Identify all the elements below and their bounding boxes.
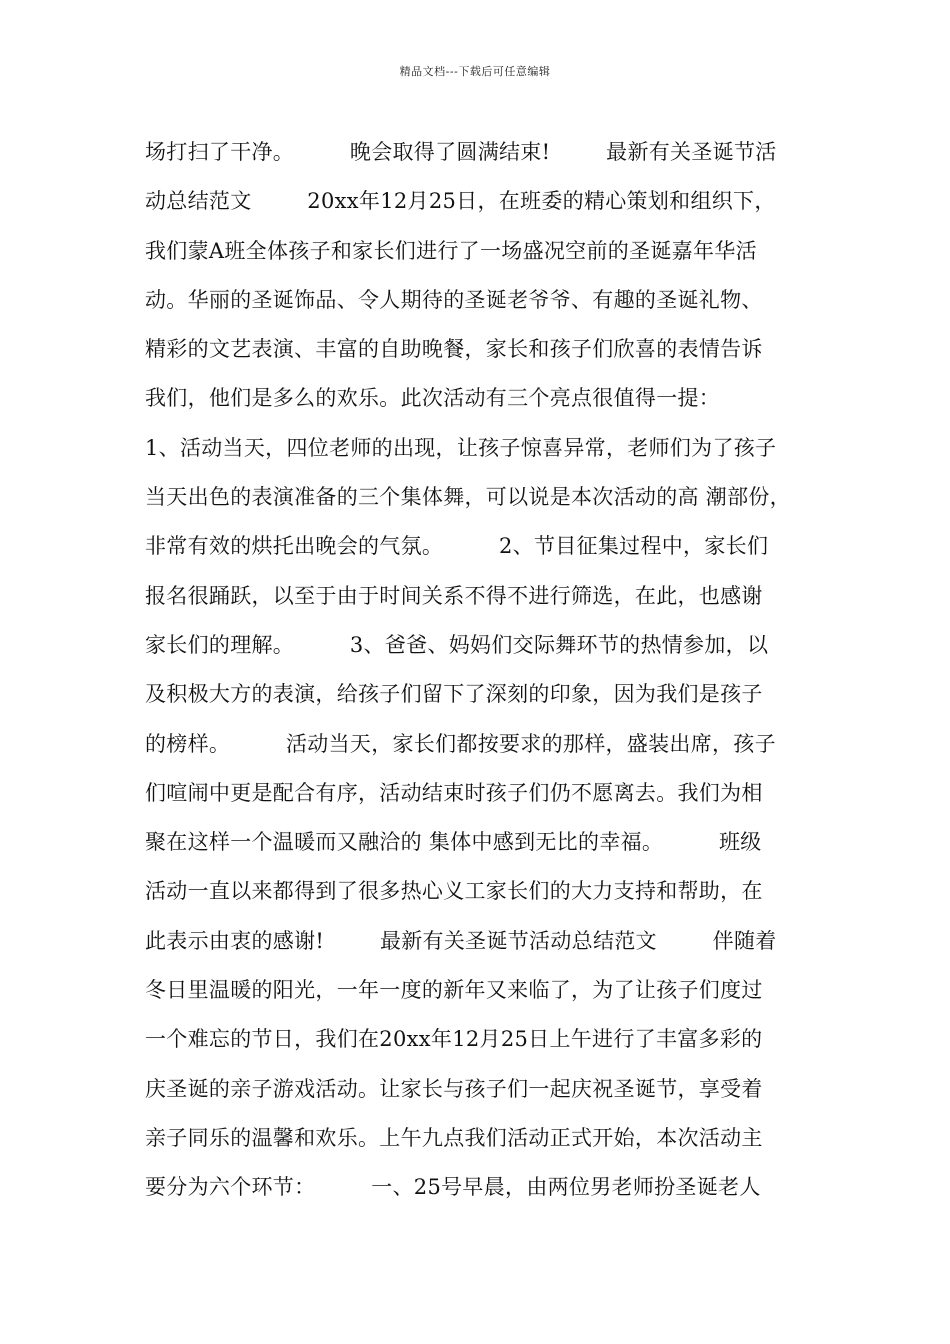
text-line: 亲子同乐的温馨和欢乐。上午九点我们活动正式开始，本次活动主 — [145, 1125, 763, 1150]
text-line: 一个难忘的节日，我们在20xx年12月25日上午进行了丰富多彩的 — [145, 1027, 763, 1052]
page-header: 精品文档---下载后可任意编辑 — [399, 65, 551, 78]
body-text — [145, 132, 835, 1217]
text-line: 动。华丽的圣诞饰品、令人期待的圣诞老爷爷、有趣的圣诞礼物、 — [145, 287, 763, 312]
text-line: 的榜样。 活动当天，家长们都按要求的那样，盛装出席，孩子 — [145, 731, 776, 756]
text-line: 聚在这样一个温暖而又融洽的 集体中感到无比的幸福。 班级 — [145, 830, 762, 855]
text-line: 及积极大方的表演，给孩子们留下了深刻的印象，因为我们是孩子 — [145, 682, 763, 707]
text-line: 场打扫了干净。 晚会取得了圆满结束! 最新有关圣诞节活 — [145, 140, 777, 164]
text-line: 非常有效的烘托出晚会的气氛。 2、节目征集过程中，家长们 — [145, 534, 769, 559]
text-line: 当天出色的表演准备的三个集体舞，可以说是本次活动的高 潮部份， — [145, 485, 791, 510]
text-line: 我们，他们是多么的欢乐。此次活动有三个亮点很值得一提： — [145, 386, 721, 411]
text-line: 家长们的理解。 3、爸爸、妈妈们交际舞环节的热情参加，以 — [145, 632, 769, 657]
text-line: 报名很踊跃，以至于由于时间关系不得不进行筛选，在此，也感谢 — [145, 583, 763, 608]
text-line: 动总结范文 20xx年12月25日，在班委的精心策划和组织下， — [145, 189, 776, 214]
text-line: 我们蒙A班全体孩子和家长们进行了一场盛况空前的圣诞嘉年华活 — [145, 238, 757, 263]
text-line: 精彩的文艺表演、丰富的自助晚餐，家长和孩子们欣喜的表情告诉 — [145, 337, 763, 362]
text-line: 活动一直以来都得到了很多热心义工家长们的大力支持和帮助，在 — [145, 879, 763, 904]
text-line: 们喧闹中更是配合有序，活动结束时孩子们仍不愿离去。我们为相 — [145, 780, 763, 805]
text-line: 冬日里温暖的阳光，一年一度的新年又来临了，为了让孩子们度过 — [145, 978, 763, 1003]
text-line: 庆圣诞的亲子游戏活动。让家长与孩子们一起庆祝圣诞节，享受着 — [145, 1076, 763, 1101]
text-line: 此表示由衷的感谢! 最新有关圣诞节活动总结范文 伴随着 — [145, 928, 777, 953]
text-line: 1、活动当天，四位老师的出现，让孩子惊喜异常，老师们为了孩子 — [145, 435, 777, 460]
text-line: 要分为六个环节： 一、25号早晨，由两位男老师扮圣诞老人 — [145, 1175, 761, 1200]
